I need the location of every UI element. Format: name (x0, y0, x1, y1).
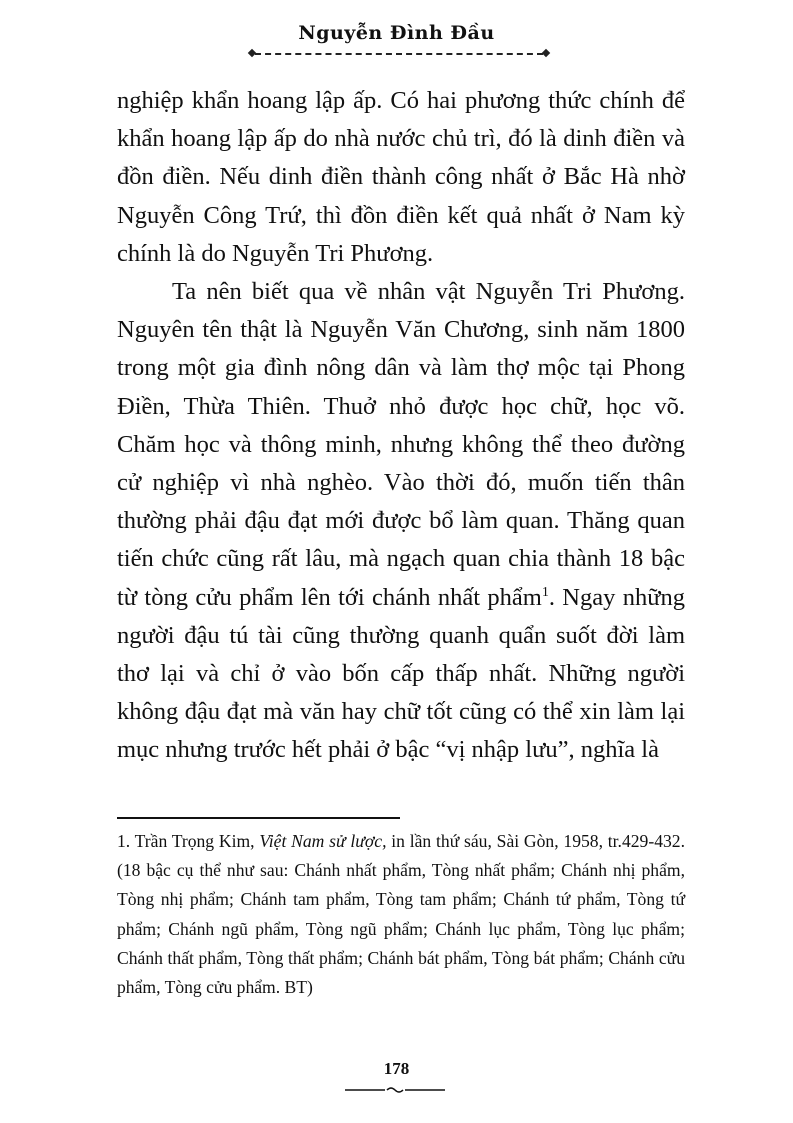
footnote-lead: 1. Trần Trọng Kim, (117, 831, 260, 851)
page-number-ornament (345, 1085, 445, 1095)
main-text (117, 82, 685, 770)
footnote-text (117, 827, 685, 1002)
footnote-book-title: Việt Nam sử lược, (259, 831, 387, 851)
paragraph: nghiệp khẩn hoang lập ấp. Có hai phương thức chính để khẩn hoang lập ấp do nhà nước chủ trì, đó là dinh điền và đồn điền. Nếu dinh điền thành công nhất ở Bắc Hà nhờ Nguyễn Công Trứ, thì đồn điền kết quả nhất ở Nam kỳ chính là do Nguyễn Tri Phương. (117, 87, 685, 267)
footnote-divider (117, 817, 400, 819)
footnote-marker: 1 (541, 584, 549, 600)
page-number: 178 (383, 1059, 410, 1078)
footnote-rest: in lần thứ sáu, Sài Gòn, 1958, tr.429-432. (18 bậc cụ thể như sau: Chánh nhất phẩm, Tòng nhất phẩm; Chánh nhị phẩm, Tòng nhị phẩm; Chánh tam phẩm, Tòng tam phẩm; Chánh tứ phẩm, Tòng tứ phẩm; Chánh ngũ phẩm, Tòng ngũ phẩm; Chánh lục phẩm, Tòng lục phẩm; Chánh thất phẩm, Tòng thất phẩm; Chánh bát phẩm, Tòng bát phẩm; Chánh cửu phẩm, Tòng cửu phẩm. BT) (117, 831, 685, 998)
footnote (117, 827, 685, 1002)
running-header-author: Nguyễn Đình Đầu (298, 22, 495, 44)
paragraph (117, 273, 685, 770)
header-ornament-rule (255, 53, 543, 55)
paragraph-text: Ta nên biết qua về nhân vật Nguyễn Tri Phương. Nguyên tên thật là Nguyễn Văn Chương, sinh năm 1800 trong một gia đình nông dân và làm thợ mộc tại Phong Điền, Thừa Thiên. Thuở nhỏ được học chữ, học võ. Chăm học và thông minh, nhưng không thể theo đường cử nghiệp vì nhà nghèo. Vào thời đó, muốn tiến thân thường phải đậu đạt mới được bổ làm quan. Thăng quan tiến chức cũng rất lâu, mà ngạch quan chia thành 18 bậc từ tòng cửu phẩm lên tới chánh nhất phẩm (117, 278, 685, 611)
paragraph-text: . Ngay những người đậu tú tài cũng thường quanh quẩn suốt đời làm thơ lại và chỉ ở vào bốn cấp thấp nhất. Những người không đậu đạt mà văn hay chữ tốt cũng có thể xin làm lại mục nhưng trước hết phải ở bậc “vị nhập lưu”, nghĩa là (117, 583, 685, 764)
